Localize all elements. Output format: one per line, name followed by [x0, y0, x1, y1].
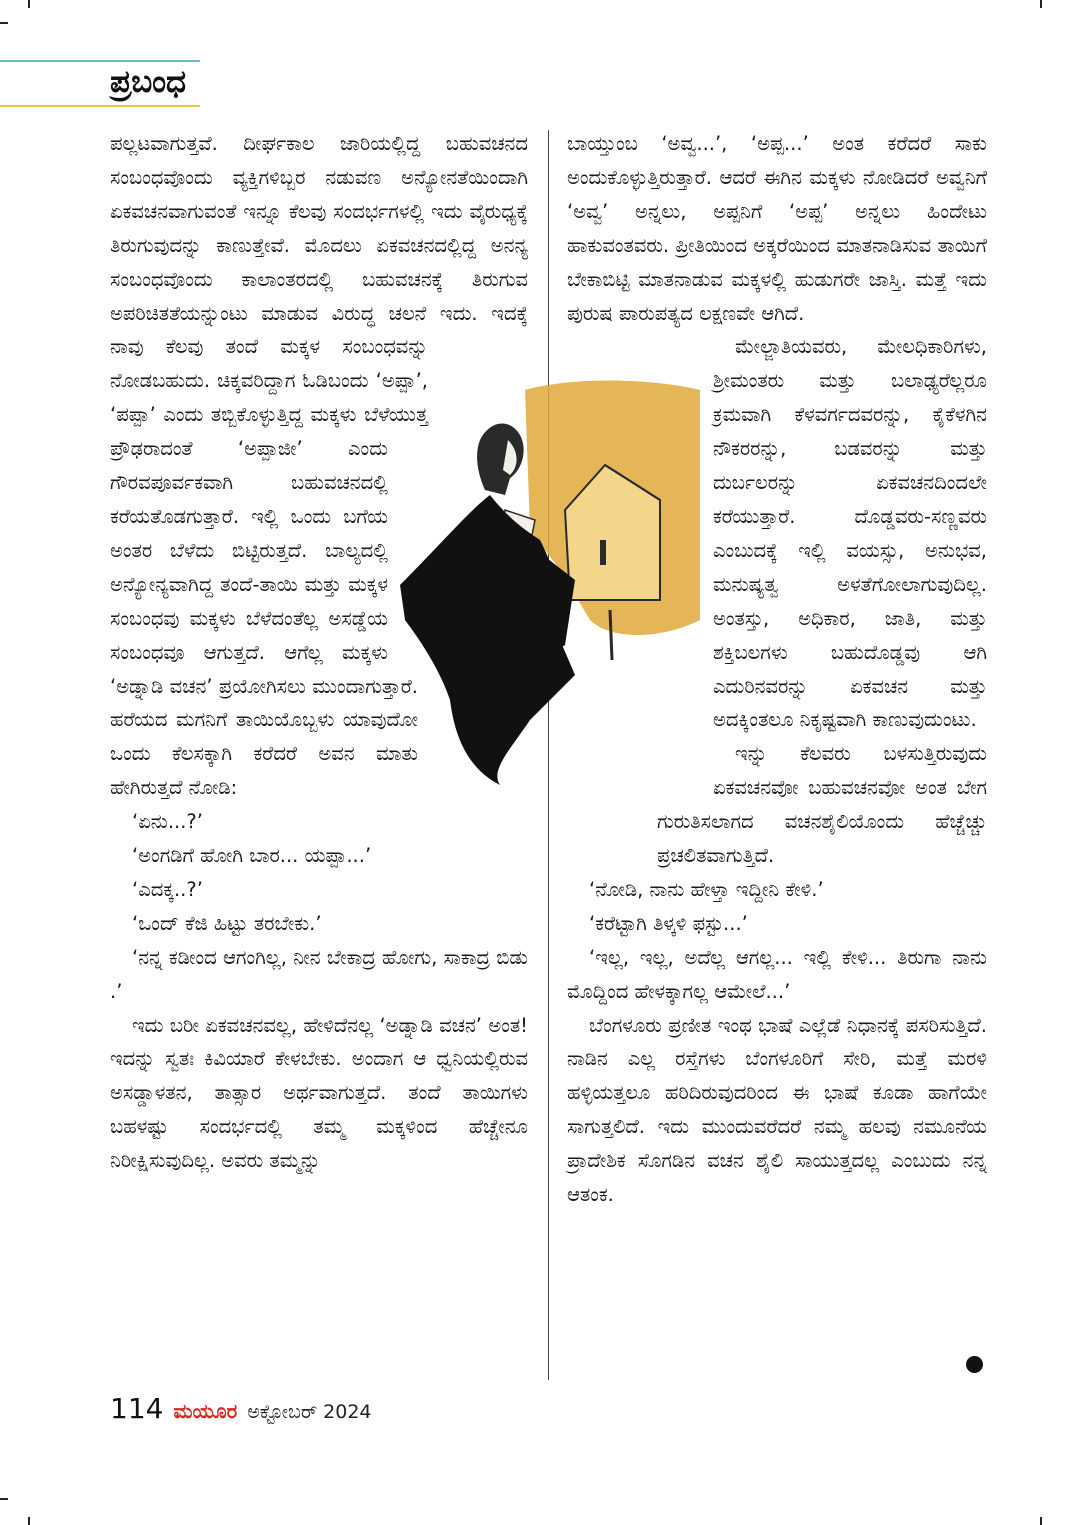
- dialogue-line: ‘ಇಲ್ಲ, ಇಲ್ಲ, ಅದೆಲ್ಲ ಆಗಲ್ಲ... ಇಲ್ಲಿ ಕೇಳಿ... ತಿರುಗಾ ನಾನು ಮೊದ್ದಿಂದ ಹೇಳಕ್ಕಾಗಲ್ಲ ಆಮೇಲೆ...’: [567, 945, 987, 1003]
- paragraph: ಪಲ್ಲಟವಾಗುತ್ತವೆ. ದೀರ್ಘಕಾಲ ಜಾರಿಯಲ್ಲಿದ್ದ ಬಹುವಚನದ ಸಂಬಂಧವೊಂದು ವ್ಯಕ್ತಿಗಳಿಬ್ಬರ ನಡುವಣ ಅನ್ಯೋನತೆಯಿಂದಾಗಿ ಏಕವಚನವಾಗುವಂತೆ ಇನ್ನೂ ಕೆಲವು ಸಂದರ್ಭಗಳಲ್ಲಿ ಇದು ವೈರುಧ್ಯಕ್ಕೆ ತಿರುಗುವುದನ್ನು ಕಾಣುತ್ತೇವೆ. ಮೊದಲು ಏಕವಚನದಲ್ಲಿದ್ದ ಅನನ್ಯ ಸಂಬಂಧವೊಂದು ಕಾಲಾಂತರದಲ್ಲಿ ಬಹುವಚನಕ್ಕೆ ತಿರುಗುವ ಅಪರಿಚಿತತೆಯನ್ನುಂಟು ಮಾಡುವ ವಿರುದ್ಧ ಚಲನೆ ಇದು. ಇದಕ್ಕೆ ನಾವು ಕೆಲವು ತಂದೆ ಮಕ್ಕಳ ಸಂಬಂಧವನ್ನು ನೋಡಬಹುದು. ಚಿಕ್ಕವರಿದ್ದಾಗ ಓಡಿಬಂದು ‘ಅಪ್ಪಾ’, ‘ಪಪ್ಪಾ’ ಎಂದು ತಬ್ಬಿಕೊಳ್ಳುತ್ತಿದ್ದ ಮಕ್ಕಳು ಬೆಳೆಯುತ್ತ ಪ್ರೌಢರಾದಂತೆ ‘ಅಪ್ಪಾಜೀ’ ಎಂದು ಗೌರವಪೂರ್ವಕವಾಗಿ ಬಹುವಚನದಲ್ಲಿ ಕರೆಯತೊಡಗುತ್ತಾರೆ. ಇಲ್ಲಿ ಒಂದು ಬಗೆಯ ಅಂತರ ಬೆಳೆದು ಬಿಟ್ಟಿರುತ್ತದೆ. ಬಾಲ್ಯದಲ್ಲಿ ಅನ್ಯೋನ್ಯವಾಗಿದ್ದ ತಂದೆ-ತಾಯಿ ಮತ್ತು ಮಕ್ಕಳ ಸಂಬಂಧವು ಮಕ್ಕಳು ಬೆಳೆದಂತೆಲ್ಲ ಅಸಡ್ಡೆಯ ಸಂಬಂಧವೂ ಆಗುತ್ತದೆ. ಆಗೆಲ್ಲ ಮಕ್ಕಳು ‘ಅಡ್ನಾಡಿ ವಚನ’ ಪ್ರಯೋಗಿಸಲು ಮುಂದಾಗುತ್ತಾರೆ. ಹರೆಯದ ಮಗನಿಗೆ ತಾಯಿಯೊಬ್ಬಳು ಯಾವುದೋ ಒಂದು ಕೆಲಸಕ್ಕಾಗಿ ಕರೆದರೆ ಅವನ ಮಾತು ಹೇಗಿರುತ್ತದೆ ನೋಡಿ:: [110, 132, 528, 800]
- page-footer: [110, 1392, 372, 1425]
- magazine-name: ಮಯೂರ: [173, 1399, 238, 1423]
- figure-head: [477, 424, 524, 495]
- end-of-article-mark: [966, 1356, 983, 1373]
- crop-mark: [28, 1517, 30, 1525]
- man-silhouette-with-house-illustration: [360, 370, 700, 790]
- crop-mark: [0, 22, 8, 24]
- header-rule-teal: [0, 60, 200, 62]
- paragraph: ಇನ್ನು ಕೆಲವರು ಬಳಸುತ್ತಿರುವುದು ಏಕವಚನವೋ ಬಹುವಚನವೋ ಅಂತ ಬೇಗ ಗುರುತಿಸಲಾಗದ ವಚನಶೈಲಿಯೊಂದು ಹೆಚ್ಚೆಚ್ಚು ಪ್ರಚಲಿತವಾಗುತ್ತಿದೆ.: [657, 742, 987, 868]
- paragraph: ಮೇಲ್ಜಾತಿಯವರು, ಮೇಲಧಿಕಾರಿಗಳು, ಶ್ರೀಮಂತರು ಮತ್ತು ಬಲಾಢ್ಯರೆಲ್ಲರೂ ಕ್ರಮವಾಗಿ ಕೆಳವರ್ಗದವರನ್ನು, ಕೈಕೆಳಗಿನ ನೌಕರರನ್ನು, ಬಡವರನ್ನು ಮತ್ತು ದುರ್ಬಲರನ್ನು ಏಕವಚನದಿಂದಲೇ ಕರೆಯುತ್ತಾರೆ. ದೊಡ್ಡವರು-ಸಣ್ಣವರು ಎಂಬುದಕ್ಕೆ ಇಲ್ಲಿ ವಯಸ್ಸು, ಅನುಭವ, ಮನುಷ್ಯತ್ವ ಅಳತೆಗೋಲಾಗುವುದಿಲ್ಲ. ಅಂತಸ್ತು, ಅಧಿಕಾರ, ಜಾತಿ, ಮತ್ತು ಶಕ್ತಿಬಲಗಳು ಬಹುದೊಡ್ಡವು ಆಗಿ ಎದುರಿನವರನ್ನು ಏಕವಚನ ಮತ್ತು ಅದಕ್ಕಿಂತಲೂ ನಿಕೃಷ್ಟವಾಗಿ ಕಾಣುವುದುಂಟು.: [713, 335, 987, 732]
- dialogue-line: ‘ನನ್ನ ಕಡೀಂದ ಆಗಂಗಿಲ್ಲ, ನೀನ ಬೇಕಾದ್ರ ಹೋಗು, ಸಾಕಾದ್ರ ಬಿಡು .’: [110, 945, 528, 1003]
- dialogue-line: ‘ಒಂದ್ ಕೆಜಿ ಹಿಟ್ಟು ತರಬೇಕು.’: [132, 911, 322, 935]
- dialogue-line: ‘ಅಂಗಡಿಗೆ ಹೋಗಿ ಬಾರ... ಯಪ್ಪಾ...’: [132, 844, 372, 868]
- crop-mark: [0, 1498, 8, 1500]
- paragraph: ಇದು ಬರೀ ಏಕವಚನವಲ್ಲ, ಹೇಳಿದೆನಲ್ಲ ‘ಅಡ್ನಾಡಿ ವಚನ’ ಅಂತ! ಇದನ್ನು ಸ್ವತಃ ಕಿವಿಯಾರೆ ಕೇಳಬೇಕು. ಅಂದಾಗ ಆ ಧ್ವನಿಯಲ್ಲಿರುವ ಅಸಡ್ಡಾಳತನ, ತಾತ್ಸಾರ ಅರ್ಥವಾಗುತ್ತದೆ. ತಂದೆ ತಾಯಿಗಳು ಬಹಳಷ್ಟು ಸಂದರ್ಭದಲ್ಲಿ ತಮ್ಮ ಮಕ್ಕಳಿಂದ ಹೆಚ್ಚೇನೂ ನಿರೀಕ್ಷಿಸುವುದಿಲ್ಲ. ಅವರು ತಮ್ಮನ್ನು: [110, 1013, 528, 1173]
- dialogue-line: ‘ನೋಡಿ, ನಾನು ಹೇಳ್ತಾ ಇದ್ದೀನಿ ಕೇಳಿ.’: [589, 877, 824, 901]
- issue-date: ಅಕ್ಟೋಬರ್ 2024: [247, 1401, 372, 1423]
- section-title: ಪ್ರಬಂಧ: [110, 64, 186, 100]
- header-rule-yellow: [0, 105, 200, 107]
- paragraph: ಬೆಂಗಳೂರು ಪ್ರಣೀತ ಇಂಥ ಭಾಷೆ ಎಲ್ಲೆಡೆ ನಿಧಾನಕ್ಕೆ ಪಸರಿಸುತ್ತಿದೆ. ನಾಡಿನ ಎಲ್ಲ ರಸ್ತೆಗಳು ಬೆಂಗಳೂರಿಗೆ ಸೇರಿ, ಮತ್ತೆ ಮರಳಿ ಹಳ್ಳಿಯತ್ತಲೂ ಹರಿದಿರುವುದರಿಂದ ಈ ಭಾಷೆ ಕೂಡಾ ಹಾಗೆಯೇ ಸಾಗುತ್ತಲಿದೆ. ಇದು ಮುಂದುವರೆದರೆ ನಮ್ಮ ಹಲವು ನಮೂನೆಯ ಪ್ರಾದೇಶಿಕ ಸೊಗಡಿನ ವಚನ ಶೈಲಿ ಸಾಯುತ್ತದಲ್ಲ ಎಂಬುದು ನನ್ನ ಆತಂಕ.: [567, 1013, 987, 1207]
- crop-mark: [28, 0, 30, 8]
- crop-mark: [1040, 1517, 1042, 1525]
- crop-mark: [1040, 0, 1042, 8]
- paragraph: ಬಾಯ್ತುಂಬ ‘ಅವ್ವ...’, ‘ಅಪ್ಪ...’ ಅಂತ ಕರೆದರೆ ಸಾಕು ಅಂದುಕೊಳ್ಳುತ್ತಿರುತ್ತಾರೆ. ಆದರೆ ಈಗಿನ ಮಕ್ಕಳು ನೋಡಿದರೆ ಅವ್ವನಿಗೆ ‘ಅವ್ವ’ ಅನ್ನಲು, ಅಪ್ಪನಿಗೆ ‘ಅಪ್ಪ’ ಅನ್ನಲು ಹಿಂದೇಟು ಹಾಕುವಂತವರು. ಪ್ರೀತಿಯಿಂದ ಅಕ್ಕರೆಯಿಂದ ಮಾತನಾಡಿಸುವ ತಾಯಿಗೆ ಬೇಕಾಬಿಟ್ಟಿ ಮಾತನಾಡುವ ಮಕ್ಕಳಲ್ಲಿ ಹುಡುಗರೇ ಜಾಸ್ತಿ. ಮತ್ತೆ ಇದು ಪುರುಷ ಪಾರುಪತ್ಯದ ಲಕ್ಷಣವೇ ಆಗಿದೆ.: [567, 132, 987, 325]
- dialogue-line: ‘ಕರೆಟ್ಟಾಗಿ ತಿಳ್ಕಳಿ ಫಸ್ಟು...’: [589, 911, 748, 935]
- dialogue-line: ‘ಏನು...?’: [132, 810, 203, 834]
- page-number: 114: [110, 1392, 164, 1425]
- dialogue-line: ‘ಎದಕ್ಕ..?’: [132, 877, 203, 901]
